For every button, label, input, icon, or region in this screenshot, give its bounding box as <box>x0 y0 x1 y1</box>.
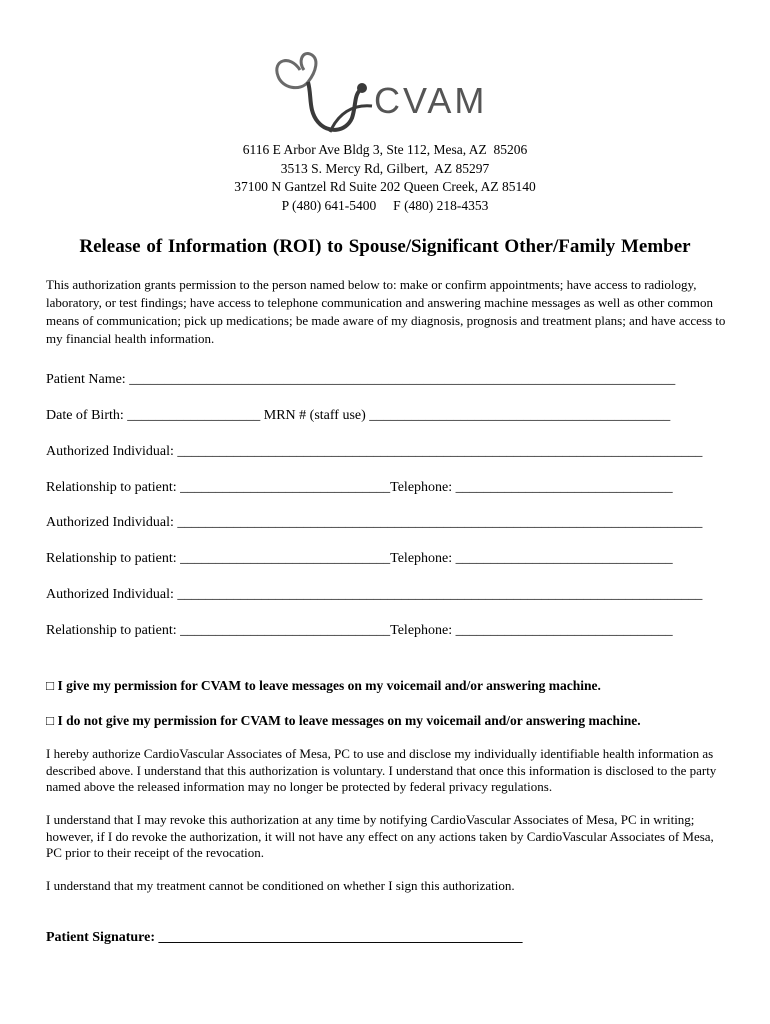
intro-paragraph: This authorization grants permission to the person named below to: make or confirm appointments; have access to radiology, laboratory, or test findings; have access to telephone communication and answering machine messages as well as other common means of communication; pick up medications; be made aware of my diagnosis, prognosis and treatment plans; and have access to my financial health information. <box>46 277 726 346</box>
voicemail-permission-checkbox[interactable]: □ I give my permission for CVAM to leave messages on my voicemail and/or answering machine. <box>46 678 601 693</box>
authorization-paragraph: I hereby authorize CardioVascular Associates of Mesa, PC to use and disclose my individually identifiable health information as described above. I understand that this authorization is voluntary. I understand that once this information is disclosed to the party named above the released information may no longer be protected by federal privacy regulations. <box>46 746 717 794</box>
heart-stethoscope-icon <box>272 48 382 138</box>
address-line: 37100 N Gantzel Rd Suite 202 Queen Creek, AZ 85140 <box>234 179 536 194</box>
phone-fax-line: P (480) 641-5400 F (480) 218-4353 <box>281 197 489 213</box>
dob-mrn-field[interactable]: Date of Birth: ___________________ MRN # (staff use) ___________________________________________ <box>46 408 671 423</box>
treatment-paragraph: I understand that my treatment cannot be conditioned on whether I sign this authorization. <box>46 878 515 893</box>
relationship-telephone-field-2[interactable]: Relationship to patient: ______________________________Telephone: _______________________________ <box>46 551 673 566</box>
authorized-individual-field-2[interactable]: Authorized Individual: ___________________________________________________________________________ <box>46 515 703 530</box>
relationship-telephone-field-1[interactable]: Relationship to patient: ______________________________Telephone: _______________________________ <box>46 480 673 495</box>
patient-signature-field[interactable]: Patient Signature: ____________________________________________________ <box>46 930 523 945</box>
clinic-address <box>0 141 770 215</box>
address-line: 3513 S. Mercy Rd, Gilbert, AZ 85297 <box>280 160 490 176</box>
authorized-individual-field-1[interactable]: Authorized Individual: ___________________________________________________________________________ <box>46 444 703 459</box>
cvam-logo <box>272 48 502 138</box>
relationship-telephone-field-3[interactable]: Relationship to patient: ______________________________Telephone: _______________________________ <box>46 623 673 638</box>
revocation-paragraph: I understand that I may revoke this authorization at any time by notifying CardioVascular Associates of Mesa, PC in writing; however, if I do revoke the authorization, it will not have any effect on any actions taken by CardioVascular Associates of Mesa, PC prior to their receipt of the revocation. <box>46 812 714 860</box>
form-title: Release of Information (ROI) to Spouse/Significant Other/Family Member <box>79 236 691 257</box>
logo-text: CVAM <box>374 80 488 121</box>
address-line: 6116 E Arbor Ave Bldg 3, Ste 112, Mesa, AZ 85206 <box>242 142 528 157</box>
authorized-individual-field-3[interactable]: Authorized Individual: ___________________________________________________________________________ <box>46 587 703 602</box>
voicemail-denial-checkbox[interactable]: □ I do not give my permission for CVAM to leave messages on my voicemail and/or answering machine. <box>46 713 641 728</box>
patient-name-field[interactable]: Patient Name: ______________________________________________________________________________ <box>46 372 676 387</box>
